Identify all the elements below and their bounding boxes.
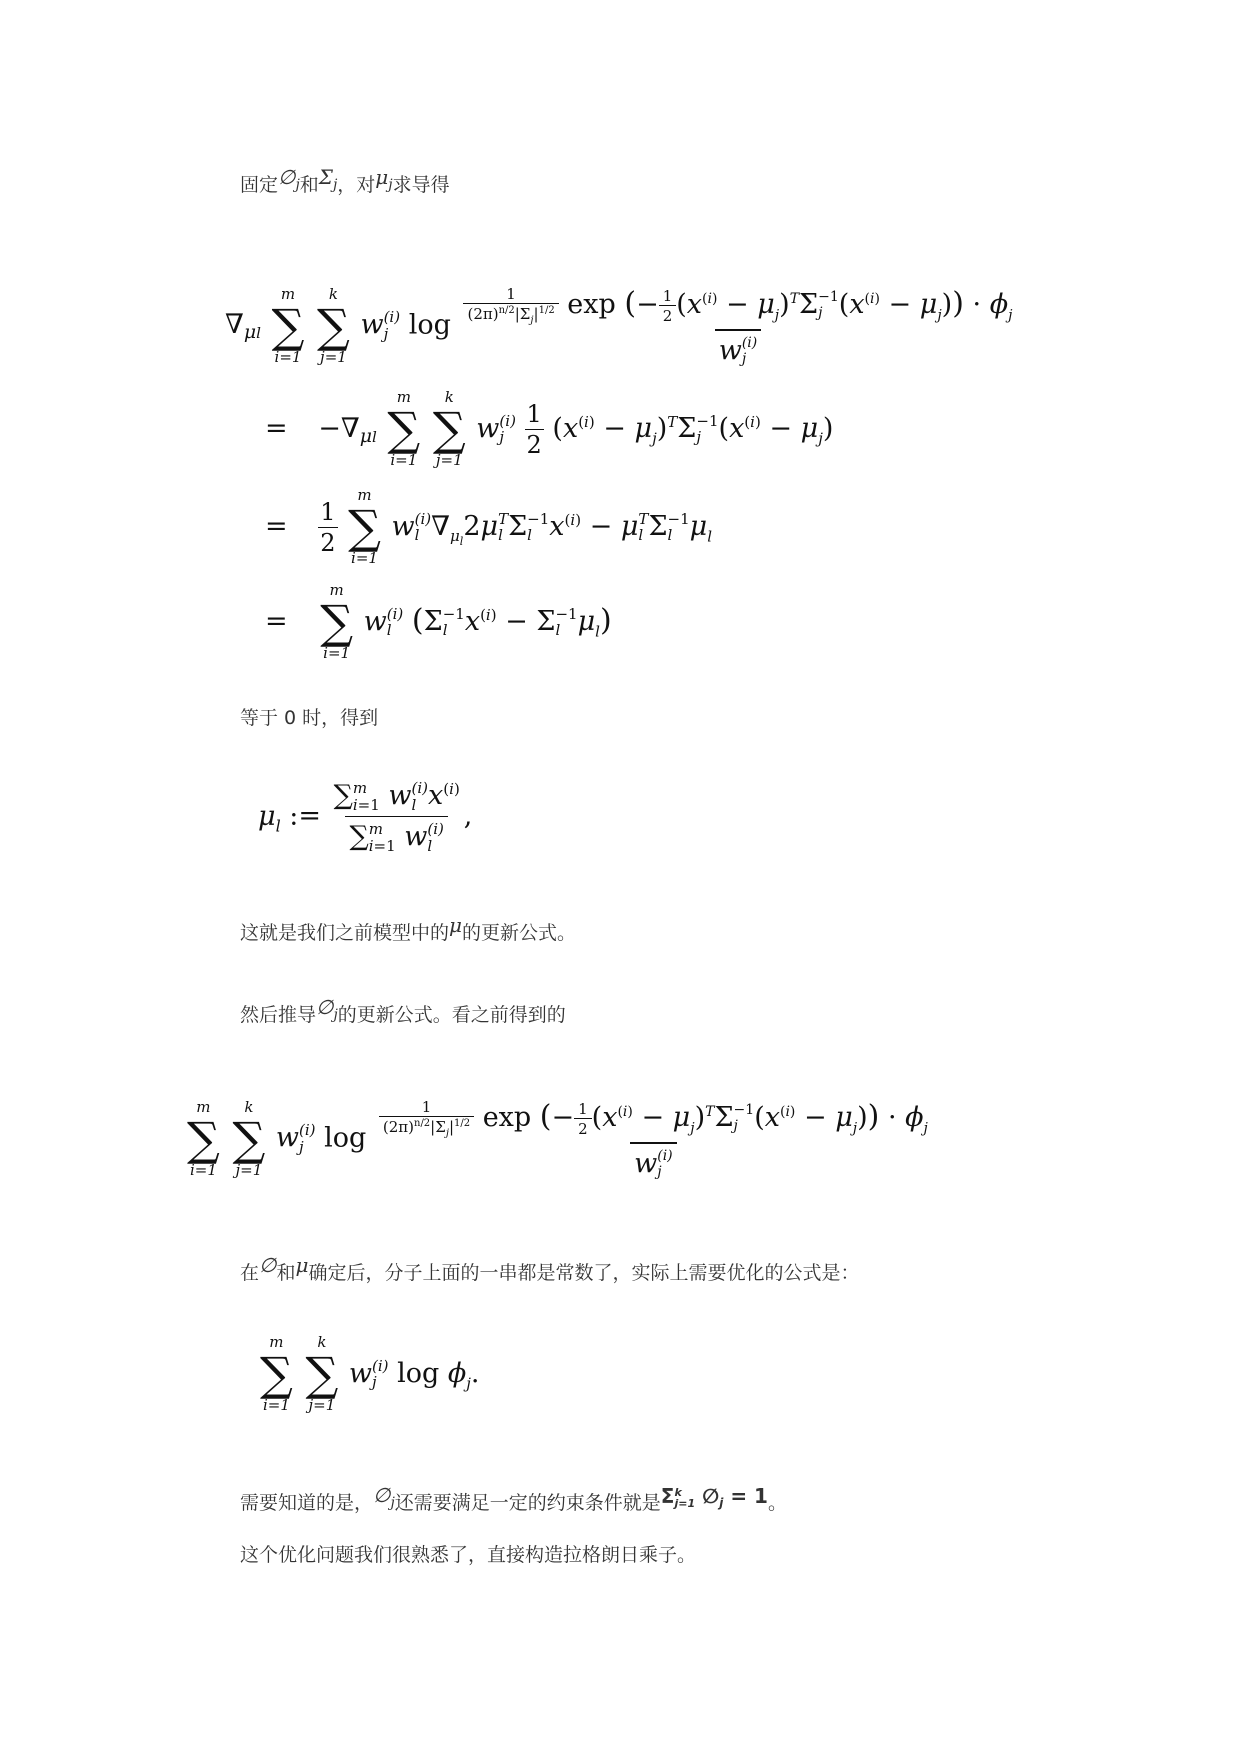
text-seg: 这就是我们之前模型中的 <box>240 922 450 944</box>
sum-upper: k <box>674 1485 682 1499</box>
text-seg: ，对 <box>337 174 376 196</box>
phi-glyph: ∅ <box>278 165 296 189</box>
sigma-sub: j <box>332 177 338 193</box>
sigma-glyph: Σ <box>318 165 333 189</box>
gradient-equation-line-2: = −∇μl m ∑ i=1 k ∑ j=1 w (i) j $\frac{1}{2}$ $(x^{(i)} - \mu_j)^T\Sigma$ −1 j $(x^{(i)} - \mu_j)$ <box>265 388 834 469</box>
phi-symbol <box>259 1253 276 1277</box>
text-seg: 在 <box>240 1262 260 1284</box>
text-seg: 确定后，分子上面的一串都是常数了，实际上需要优化的公式是： <box>308 1262 860 1284</box>
phi-sub: j <box>719 1496 724 1510</box>
mu-glyph: μ <box>449 913 463 937</box>
mu-glyph: μ <box>375 165 389 189</box>
phi-sub: j <box>333 1007 338 1023</box>
sum-lower: j=1 <box>674 1496 696 1510</box>
equals-one: = 1 <box>723 1484 768 1508</box>
text-line-constraint <box>240 1483 787 1515</box>
phi-glyph: ∅ <box>259 1253 277 1277</box>
mu-update-equation: $\mu_l$ := ∑ m i=1 w (i) l $x^{(i)}$ ∑ m i=1 w (i) l , <box>258 779 473 855</box>
text-seg: 固定 <box>240 174 279 196</box>
gradient-equation-line-4: = m ∑ i=1 w (i) l (Σ −1 l $x^{(i)} - \Sigma$ −1 l $\mu_l$) <box>265 581 612 662</box>
text-seg: 的更新公式。 <box>462 922 577 944</box>
text-seg: 和 <box>276 1262 296 1284</box>
mu-symbol <box>449 913 462 937</box>
sum-glyph: Σ <box>660 1484 675 1508</box>
phi-sub: j <box>295 177 300 193</box>
text-line-lagrange: 这个优化问题我们很熟悉了，直接构造拉格朗日乘子。 <box>240 1544 697 1566</box>
phi-symbol <box>373 1483 395 1511</box>
phi-glyph: ∅ <box>373 1483 391 1507</box>
objective-equation: m ∑ i=1 k ∑ j=1 w (i) j log $\frac{1}{(2\pi)^{n/2}|\Sigma_j|^{1/2}}$ exp (− $\frac{1}{2}$ $(x^{(i)} - \mu_j)^T\Sigma$ −1 j $(x^{(i)} - \mu_j)) \cdot \phi_j$ w (i) j <box>187 1097 928 1180</box>
phi-glyph: ∅ <box>316 995 334 1019</box>
text-line-set-zero: 等于 0 时，得到 <box>240 707 379 729</box>
phi-glyph: ∅ <box>702 1484 720 1508</box>
text-seg: 然后推导 <box>240 1004 317 1026</box>
simplified-objective-equation: m ∑ i=1 k ∑ j=1 w (i) j $\log \phi_j$. <box>260 1333 480 1414</box>
gradient-equation-line-3: = $\frac{1}{2}$ m ∑ i=1 w (i) l $\nabla_{\mu_l}2\mu$ T l Σ −1 l $x^{(i)} - \mu$ T l Σ −1 l $\mu_l$ <box>265 486 713 567</box>
gradient-equation-line-1: ∇μl m ∑ i=1 k ∑ j=1 w (i) j log $\frac{1}{(2\pi)^{n/2}|\Sigma_j|^{1/2}}$ exp (− $\frac{1}{2}$ $(x^{(i)} - \mu_j)^T\Sigma$ −1 j $(x^{(i)} - \mu_j)) \cdot \phi_j$ w (i) j <box>225 284 1013 367</box>
mu-symbol <box>375 165 393 193</box>
mu-glyph: μ <box>295 1253 309 1277</box>
text-seg: 求导得 <box>392 174 450 196</box>
mu-symbol <box>295 1253 308 1277</box>
phi-symbol <box>278 165 300 193</box>
text-line-constants <box>240 1253 860 1285</box>
constraint-formula <box>661 1484 768 1508</box>
mu-sub: j <box>388 177 393 193</box>
text-seg: 的更新公式。看之前得到的 <box>337 1004 566 1026</box>
text-seg: 和 <box>299 174 319 196</box>
sigma-symbol <box>318 165 338 193</box>
text-seg: 还需要满足一定的约束条件就是 <box>394 1492 661 1514</box>
text-seg: 需要知道的是， <box>240 1492 374 1514</box>
text-line-derive-phi <box>240 995 566 1027</box>
text-line-fix-params <box>240 165 450 197</box>
text-line-update-mu <box>240 913 577 945</box>
phi-sub: j <box>390 1495 395 1511</box>
phi-symbol <box>316 995 338 1023</box>
text-seg: 。 <box>767 1492 787 1514</box>
